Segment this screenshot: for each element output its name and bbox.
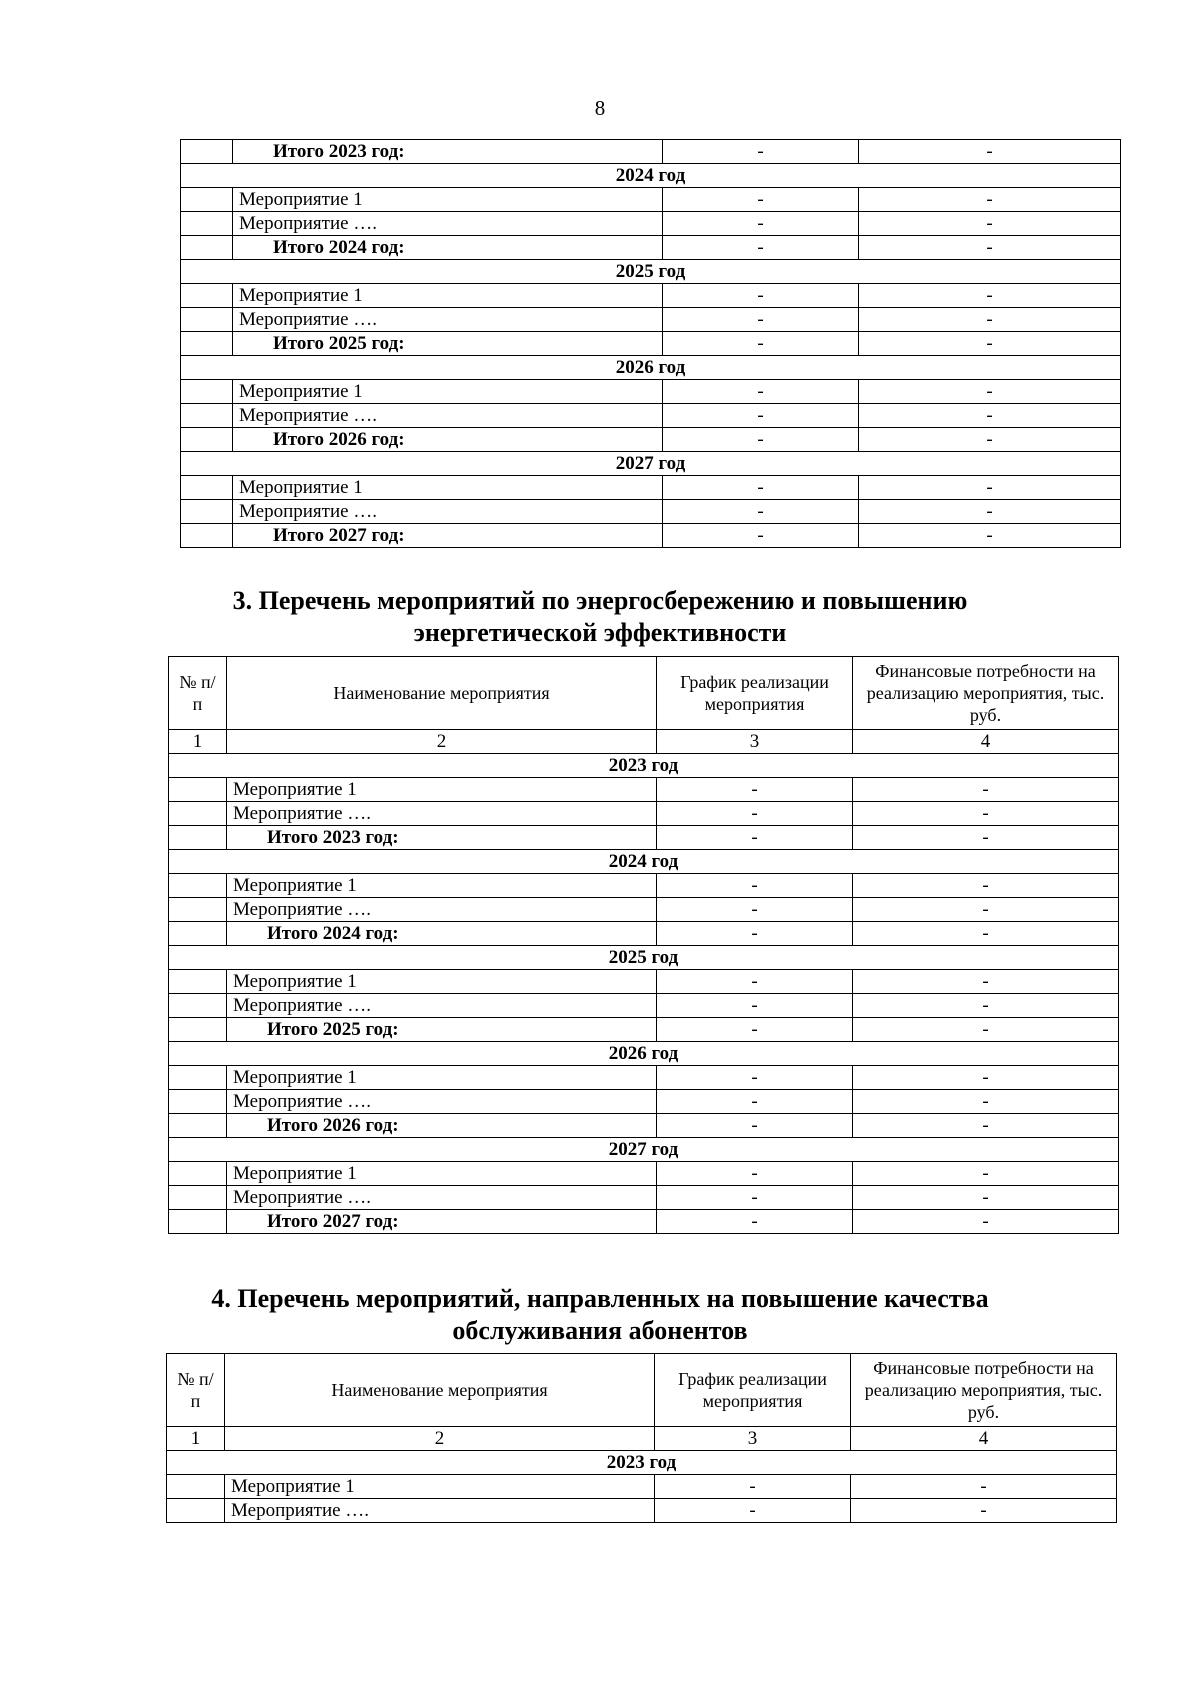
finance-cell: - [853,1066,1119,1090]
total-label: Итого 2026 год: [233,428,663,452]
total-label: Итого 2024 год: [233,236,663,260]
table-body [167,1451,1117,1523]
table-row [169,802,1119,826]
row-number-cell [181,524,233,548]
row-number-cell [169,1162,227,1186]
finance-cell: - [853,922,1119,946]
header-schedule: График реализации мероприятия [655,1354,851,1427]
measure-name: Мероприятие …. [227,1090,657,1114]
schedule-cell: - [663,380,859,404]
year-row [169,850,1119,874]
finance-cell: - [859,284,1121,308]
section-3-title-line1: 3. Перечень мероприятий по энергосбережению и повышению [232,586,968,615]
total-label: Итого 2025 год: [227,1018,657,1042]
row-number-cell [169,970,227,994]
row-number-cell [169,1090,227,1114]
measure-name: Мероприятие …. [227,802,657,826]
total-row [181,236,1121,260]
measure-name: Мероприятие 1 [227,970,657,994]
total-label: Итого 2024 год: [227,922,657,946]
total-row [181,140,1121,164]
table-header [167,1354,1117,1451]
table-section-4 [166,1353,1117,1523]
measure-name: Мероприятие 1 [227,874,657,898]
schedule-cell: - [663,284,859,308]
section-4-title-line2: обслуживания абонентов [452,1316,748,1345]
year-label: 2027 год [181,452,1121,476]
col-number-3: 3 [657,730,853,754]
measure-name: Мероприятие …. [233,308,663,332]
total-label: Итого 2027 год: [227,1210,657,1234]
row-number-cell [181,188,233,212]
row-number-cell [181,284,233,308]
year-label: 2026 год [181,356,1121,380]
measure-name: Мероприятие …. [227,994,657,1018]
measure-name: Мероприятие 1 [225,1475,655,1499]
finance-cell: - [859,188,1121,212]
finance-cell: - [859,236,1121,260]
finance-cell: - [851,1475,1117,1499]
schedule-cell: - [657,778,853,802]
total-label: Итого 2025 год: [233,332,663,356]
header-schedule: График реализации мероприятия [657,657,853,730]
page-number: 8 [594,96,606,120]
year-row [169,1138,1119,1162]
total-row [169,1114,1119,1138]
schedule-cell: - [657,1114,853,1138]
row-number-cell [169,802,227,826]
measure-name: Мероприятие …. [233,404,663,428]
finance-cell: - [853,1162,1119,1186]
header-number: № п/п [167,1354,225,1427]
table-body [169,754,1119,1234]
year-label: 2024 год [169,850,1119,874]
schedule-cell: - [657,1018,853,1042]
col-number-4: 4 [851,1427,1117,1451]
col-number-4: 4 [853,730,1119,754]
row-number-cell [181,332,233,356]
row-number-cell [169,1186,227,1210]
row-number-cell [167,1475,225,1499]
row-number-cell [169,1114,227,1138]
total-label: Итого 2026 год: [227,1114,657,1138]
schedule-cell: - [663,308,859,332]
total-label: Итого 2023 год: [227,826,657,850]
row-number-cell [181,308,233,332]
table-row [169,970,1119,994]
schedule-cell: - [663,524,859,548]
finance-cell: - [853,1090,1119,1114]
header-name: Наименование мероприятия [227,657,657,730]
schedule-cell: - [655,1475,851,1499]
measure-name: Мероприятие …. [225,1499,655,1523]
finance-cell: - [859,380,1121,404]
year-row [181,164,1121,188]
row-number-cell [181,140,233,164]
header-row [167,1354,1117,1427]
schedule-cell: - [657,826,853,850]
finance-cell: - [853,802,1119,826]
measure-name: Мероприятие 1 [233,380,663,404]
finance-cell: - [859,428,1121,452]
schedule-cell: - [663,188,859,212]
measure-name: Мероприятие …. [227,1186,657,1210]
row-number-cell [169,1018,227,1042]
schedule-cell: - [663,332,859,356]
row-number-cell [167,1499,225,1523]
table-row [169,994,1119,1018]
table-continuation [180,139,1121,548]
col-number-2: 2 [225,1427,655,1451]
schedule-cell: - [657,1090,853,1114]
row-number-cell [169,1210,227,1234]
total-row [169,826,1119,850]
measure-name: Мероприятие …. [233,212,663,236]
row-number-cell [169,778,227,802]
header-number: № п/п [169,657,227,730]
year-label: 2023 год [167,1451,1117,1475]
measure-name: Мероприятие 1 [227,1066,657,1090]
schedule-cell: - [657,970,853,994]
measure-name: Мероприятие 1 [233,476,663,500]
row-number-cell [169,898,227,922]
measure-name: Мероприятие 1 [227,778,657,802]
total-row [181,524,1121,548]
col-number-1: 1 [169,730,227,754]
finance-cell: - [853,778,1119,802]
finance-cell: - [853,970,1119,994]
row-number-cell [169,1066,227,1090]
measure-name: Мероприятие 1 [233,284,663,308]
row-number-cell [181,404,233,428]
schedule-cell: - [657,1162,853,1186]
table-row [181,500,1121,524]
measure-name: Мероприятие 1 [227,1162,657,1186]
finance-cell: - [853,994,1119,1018]
schedule-cell: - [657,898,853,922]
table-row [181,284,1121,308]
section-3-title-line2: энергетической эффективности [413,618,787,647]
schedule-cell: - [663,404,859,428]
total-row [181,332,1121,356]
row-number-cell [169,826,227,850]
schedule-cell: - [655,1499,851,1523]
table-row [169,778,1119,802]
measure-name: Мероприятие …. [233,500,663,524]
table-row [181,308,1121,332]
year-row [169,1042,1119,1066]
schedule-cell: - [657,1066,853,1090]
table-row [181,404,1121,428]
table-body [181,140,1121,548]
section-4-title-line1: 4. Перечень мероприятий, направленных на повышение качества [211,1284,989,1313]
col-number-2: 2 [227,730,657,754]
table-row [181,476,1121,500]
table-row [169,1162,1119,1186]
year-row [181,260,1121,284]
section-4-title [0,1283,1200,1347]
finance-cell: - [853,826,1119,850]
finance-cell: - [859,308,1121,332]
schedule-cell: - [663,140,859,164]
total-label: Итого 2023 год: [233,140,663,164]
header-finance: Финансовые потребности на реализацию мероприятия, тыс. руб. [853,657,1119,730]
year-label: 2026 год [169,1042,1119,1066]
finance-cell: - [859,140,1121,164]
finance-cell: - [859,404,1121,428]
finance-cell: - [853,1114,1119,1138]
year-label: 2025 год [181,260,1121,284]
schedule-cell: - [663,428,859,452]
row-number-cell [169,874,227,898]
row-number-cell [181,212,233,236]
table-row [181,380,1121,404]
table-row [167,1475,1117,1499]
year-row [167,1451,1117,1475]
row-number-cell [181,500,233,524]
column-number-row [167,1427,1117,1451]
row-number-cell [181,476,233,500]
table-row [167,1499,1117,1523]
schedule-cell: - [657,922,853,946]
total-row [169,1210,1119,1234]
row-number-cell [181,380,233,404]
year-row [181,452,1121,476]
row-number-cell [169,922,227,946]
schedule-cell: - [657,802,853,826]
year-row [169,754,1119,778]
table-row [169,898,1119,922]
finance-cell: - [853,874,1119,898]
col-number-1: 1 [167,1427,225,1451]
finance-cell: - [859,524,1121,548]
measure-name: Мероприятие …. [227,898,657,922]
column-number-row [169,730,1119,754]
total-row [181,428,1121,452]
header-row [169,657,1119,730]
year-row [181,356,1121,380]
finance-cell: - [859,332,1121,356]
col-number-3: 3 [655,1427,851,1451]
row-number-cell [181,428,233,452]
header-finance: Финансовые потребности на реализацию мероприятия, тыс. руб. [851,1354,1117,1427]
section-3-title [0,585,1200,649]
table-header [169,657,1119,754]
year-row [169,946,1119,970]
finance-cell: - [851,1499,1117,1523]
schedule-cell: - [663,500,859,524]
table-row [169,1186,1119,1210]
year-label: 2025 год [169,946,1119,970]
total-row [169,922,1119,946]
schedule-cell: - [663,236,859,260]
table-row [169,1066,1119,1090]
year-label: 2024 год [181,164,1121,188]
table-row [181,188,1121,212]
finance-cell: - [853,898,1119,922]
schedule-cell: - [663,476,859,500]
finance-cell: - [859,212,1121,236]
table-row [169,1090,1119,1114]
total-label: Итого 2027 год: [233,524,663,548]
table-section-3 [168,656,1119,1234]
finance-cell: - [853,1210,1119,1234]
measure-name: Мероприятие 1 [233,188,663,212]
finance-cell: - [859,476,1121,500]
schedule-cell: - [657,874,853,898]
finance-cell: - [853,1186,1119,1210]
schedule-cell: - [657,1210,853,1234]
year-label: 2023 год [169,754,1119,778]
finance-cell: - [853,1018,1119,1042]
row-number-cell [181,236,233,260]
table-row [169,874,1119,898]
finance-cell: - [859,500,1121,524]
total-row [169,1018,1119,1042]
year-label: 2027 год [169,1138,1119,1162]
schedule-cell: - [657,1186,853,1210]
header-name: Наименование мероприятия [225,1354,655,1427]
table-row [181,212,1121,236]
schedule-cell: - [663,212,859,236]
row-number-cell [169,994,227,1018]
schedule-cell: - [657,994,853,1018]
